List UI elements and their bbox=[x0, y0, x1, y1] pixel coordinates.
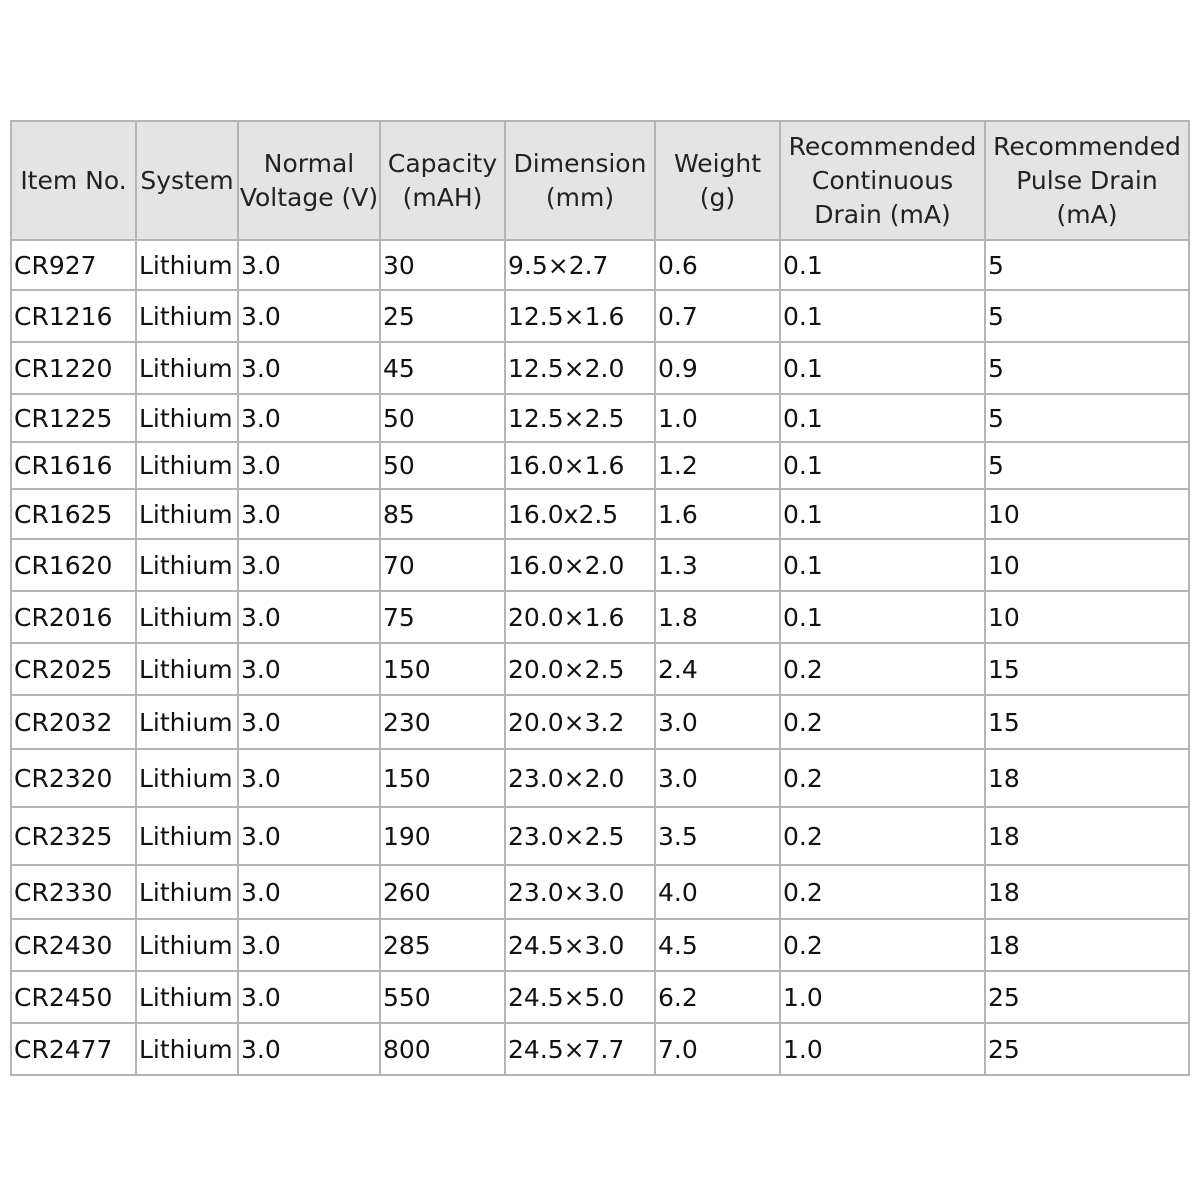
cell-capacity: 45 bbox=[380, 342, 505, 394]
cell-item-no: CR2450 bbox=[11, 971, 136, 1023]
cell-item-no: CR2025 bbox=[11, 643, 136, 695]
table-row bbox=[11, 643, 1189, 695]
header-line: Continuous bbox=[811, 165, 954, 195]
cell-weight: 1.8 bbox=[655, 591, 780, 643]
header-line: Voltage (V) bbox=[239, 182, 379, 212]
cell-capacity: 285 bbox=[380, 919, 505, 971]
cell-item-no: CR1620 bbox=[11, 539, 136, 591]
cell-dimension: 20.0×1.6 bbox=[505, 591, 655, 643]
cell-pulse-drain: 25 bbox=[985, 971, 1189, 1023]
cell-item-no: CR2320 bbox=[11, 749, 136, 807]
cell-system: Lithium bbox=[136, 749, 238, 807]
cell-pulse-drain: 5 bbox=[985, 442, 1189, 489]
cell-continuous-drain: 0.2 bbox=[780, 807, 985, 865]
cell-weight: 2.4 bbox=[655, 643, 780, 695]
cell-system: Lithium bbox=[136, 865, 238, 919]
table-row bbox=[11, 695, 1189, 749]
cell-system: Lithium bbox=[136, 290, 238, 342]
cell-dimension: 20.0×3.2 bbox=[505, 695, 655, 749]
cell-continuous-drain: 0.1 bbox=[780, 290, 985, 342]
header-capacity bbox=[380, 121, 505, 240]
cell-voltage: 3.0 bbox=[238, 489, 380, 539]
header-normal-voltage bbox=[238, 121, 380, 240]
header-dimension bbox=[505, 121, 655, 240]
cell-continuous-drain: 1.0 bbox=[780, 971, 985, 1023]
cell-weight: 7.0 bbox=[655, 1023, 780, 1075]
header-continuous-drain bbox=[780, 121, 985, 240]
cell-continuous-drain: 0.1 bbox=[780, 591, 985, 643]
cell-capacity: 50 bbox=[380, 442, 505, 489]
cell-dimension: 23.0×2.5 bbox=[505, 807, 655, 865]
header-line: (g) bbox=[699, 182, 736, 212]
cell-voltage: 3.0 bbox=[238, 342, 380, 394]
cell-dimension: 16.0×1.6 bbox=[505, 442, 655, 489]
cell-dimension: 24.5×7.7 bbox=[505, 1023, 655, 1075]
cell-item-no: CR2330 bbox=[11, 865, 136, 919]
table-row bbox=[11, 342, 1189, 394]
table-row bbox=[11, 489, 1189, 539]
cell-capacity: 50 bbox=[380, 394, 505, 442]
cell-item-no: CR1225 bbox=[11, 394, 136, 442]
cell-capacity: 190 bbox=[380, 807, 505, 865]
cell-dimension: 12.5×2.5 bbox=[505, 394, 655, 442]
cell-weight: 3.0 bbox=[655, 749, 780, 807]
cell-weight: 0.6 bbox=[655, 240, 780, 290]
cell-voltage: 3.0 bbox=[238, 749, 380, 807]
cell-capacity: 260 bbox=[380, 865, 505, 919]
header-system bbox=[136, 121, 238, 240]
cell-pulse-drain: 5 bbox=[985, 290, 1189, 342]
cell-dimension: 16.0×2.0 bbox=[505, 539, 655, 591]
cell-continuous-drain: 1.0 bbox=[780, 1023, 985, 1075]
cell-system: Lithium bbox=[136, 1023, 238, 1075]
cell-pulse-drain: 18 bbox=[985, 749, 1189, 807]
cell-pulse-drain: 15 bbox=[985, 695, 1189, 749]
cell-voltage: 3.0 bbox=[238, 643, 380, 695]
cell-voltage: 3.0 bbox=[238, 394, 380, 442]
cell-item-no: CR2016 bbox=[11, 591, 136, 643]
cell-weight: 1.6 bbox=[655, 489, 780, 539]
header-line: Dimension bbox=[513, 148, 647, 178]
cell-dimension: 9.5×2.7 bbox=[505, 240, 655, 290]
cell-dimension: 12.5×1.6 bbox=[505, 290, 655, 342]
table-row bbox=[11, 442, 1189, 489]
battery-spec-table bbox=[10, 120, 1190, 1076]
cell-continuous-drain: 0.1 bbox=[780, 489, 985, 539]
cell-capacity: 70 bbox=[380, 539, 505, 591]
cell-item-no: CR2325 bbox=[11, 807, 136, 865]
cell-item-no: CR1625 bbox=[11, 489, 136, 539]
header-line: Recommended bbox=[993, 131, 1181, 161]
cell-item-no: CR1216 bbox=[11, 290, 136, 342]
cell-system: Lithium bbox=[136, 539, 238, 591]
cell-capacity: 25 bbox=[380, 290, 505, 342]
cell-continuous-drain: 0.2 bbox=[780, 643, 985, 695]
cell-system: Lithium bbox=[136, 971, 238, 1023]
cell-voltage: 3.0 bbox=[238, 807, 380, 865]
cell-weight: 1.3 bbox=[655, 539, 780, 591]
header-row bbox=[11, 121, 1189, 240]
cell-voltage: 3.0 bbox=[238, 695, 380, 749]
cell-pulse-drain: 25 bbox=[985, 1023, 1189, 1075]
cell-voltage: 3.0 bbox=[238, 240, 380, 290]
cell-system: Lithium bbox=[136, 643, 238, 695]
header-line: Drain (mA) bbox=[814, 199, 951, 229]
cell-dimension: 16.0x2.5 bbox=[505, 489, 655, 539]
table-row bbox=[11, 919, 1189, 971]
cell-capacity: 800 bbox=[380, 1023, 505, 1075]
table-header bbox=[11, 121, 1189, 240]
cell-voltage: 3.0 bbox=[238, 442, 380, 489]
cell-dimension: 23.0×2.0 bbox=[505, 749, 655, 807]
header-line: (mm) bbox=[545, 182, 615, 212]
cell-voltage: 3.0 bbox=[238, 539, 380, 591]
cell-system: Lithium bbox=[136, 394, 238, 442]
header-line: Recommended bbox=[788, 131, 977, 161]
table-row bbox=[11, 1023, 1189, 1075]
cell-item-no: CR2477 bbox=[11, 1023, 136, 1075]
header-line: (mAH) bbox=[402, 182, 483, 212]
table-row bbox=[11, 807, 1189, 865]
cell-pulse-drain: 5 bbox=[985, 342, 1189, 394]
cell-weight: 4.5 bbox=[655, 919, 780, 971]
cell-voltage: 3.0 bbox=[238, 591, 380, 643]
cell-weight: 0.9 bbox=[655, 342, 780, 394]
cell-continuous-drain: 0.2 bbox=[780, 919, 985, 971]
cell-weight: 1.0 bbox=[655, 394, 780, 442]
header-line: Weight bbox=[673, 148, 762, 178]
cell-system: Lithium bbox=[136, 807, 238, 865]
header-line: Pulse Drain bbox=[1016, 165, 1158, 195]
cell-weight: 1.2 bbox=[655, 442, 780, 489]
table-row bbox=[11, 290, 1189, 342]
cell-capacity: 85 bbox=[380, 489, 505, 539]
cell-weight: 6.2 bbox=[655, 971, 780, 1023]
cell-pulse-drain: 10 bbox=[985, 591, 1189, 643]
cell-system: Lithium bbox=[136, 342, 238, 394]
cell-voltage: 3.0 bbox=[238, 865, 380, 919]
cell-weight: 3.5 bbox=[655, 807, 780, 865]
table-row bbox=[11, 971, 1189, 1023]
cell-item-no: CR927 bbox=[11, 240, 136, 290]
cell-dimension: 23.0×3.0 bbox=[505, 865, 655, 919]
cell-capacity: 150 bbox=[380, 749, 505, 807]
table-row bbox=[11, 394, 1189, 442]
table-row bbox=[11, 865, 1189, 919]
cell-system: Lithium bbox=[136, 919, 238, 971]
table-row bbox=[11, 749, 1189, 807]
cell-capacity: 75 bbox=[380, 591, 505, 643]
cell-continuous-drain: 0.2 bbox=[780, 749, 985, 807]
cell-dimension: 12.5×2.0 bbox=[505, 342, 655, 394]
cell-pulse-drain: 5 bbox=[985, 394, 1189, 442]
cell-weight: 0.7 bbox=[655, 290, 780, 342]
cell-capacity: 150 bbox=[380, 643, 505, 695]
cell-capacity: 230 bbox=[380, 695, 505, 749]
cell-continuous-drain: 0.1 bbox=[780, 394, 985, 442]
table-row bbox=[11, 591, 1189, 643]
cell-continuous-drain: 0.1 bbox=[780, 539, 985, 591]
cell-voltage: 3.0 bbox=[238, 1023, 380, 1075]
header-item-no bbox=[11, 121, 136, 240]
cell-continuous-drain: 0.2 bbox=[780, 865, 985, 919]
cell-dimension: 24.5×5.0 bbox=[505, 971, 655, 1023]
header-pulse-drain bbox=[985, 121, 1189, 240]
cell-weight: 4.0 bbox=[655, 865, 780, 919]
cell-system: Lithium bbox=[136, 489, 238, 539]
cell-voltage: 3.0 bbox=[238, 290, 380, 342]
table-row bbox=[11, 240, 1189, 290]
cell-capacity: 550 bbox=[380, 971, 505, 1023]
table-row bbox=[11, 539, 1189, 591]
header-line: Item No. bbox=[20, 165, 127, 195]
header-line: Capacity bbox=[387, 148, 498, 178]
cell-pulse-drain: 5 bbox=[985, 240, 1189, 290]
cell-continuous-drain: 0.1 bbox=[780, 342, 985, 394]
cell-voltage: 3.0 bbox=[238, 971, 380, 1023]
cell-item-no: CR2032 bbox=[11, 695, 136, 749]
header-line: System bbox=[140, 165, 234, 195]
header-line: (mA) bbox=[1056, 199, 1118, 229]
cell-pulse-drain: 18 bbox=[985, 807, 1189, 865]
cell-item-no: CR1220 bbox=[11, 342, 136, 394]
cell-pulse-drain: 10 bbox=[985, 539, 1189, 591]
cell-capacity: 30 bbox=[380, 240, 505, 290]
cell-continuous-drain: 0.1 bbox=[780, 442, 985, 489]
cell-system: Lithium bbox=[136, 591, 238, 643]
cell-pulse-drain: 18 bbox=[985, 865, 1189, 919]
cell-dimension: 20.0×2.5 bbox=[505, 643, 655, 695]
cell-dimension: 24.5×3.0 bbox=[505, 919, 655, 971]
cell-pulse-drain: 18 bbox=[985, 919, 1189, 971]
cell-continuous-drain: 0.2 bbox=[780, 695, 985, 749]
header-line: Normal bbox=[263, 148, 355, 178]
cell-pulse-drain: 15 bbox=[985, 643, 1189, 695]
cell-item-no: CR1616 bbox=[11, 442, 136, 489]
cell-system: Lithium bbox=[136, 695, 238, 749]
cell-item-no: CR2430 bbox=[11, 919, 136, 971]
table-body bbox=[11, 240, 1189, 1075]
cell-weight: 3.0 bbox=[655, 695, 780, 749]
header-weight bbox=[655, 121, 780, 240]
cell-system: Lithium bbox=[136, 442, 238, 489]
cell-continuous-drain: 0.1 bbox=[780, 240, 985, 290]
cell-pulse-drain: 10 bbox=[985, 489, 1189, 539]
cell-voltage: 3.0 bbox=[238, 919, 380, 971]
cell-system: Lithium bbox=[136, 240, 238, 290]
